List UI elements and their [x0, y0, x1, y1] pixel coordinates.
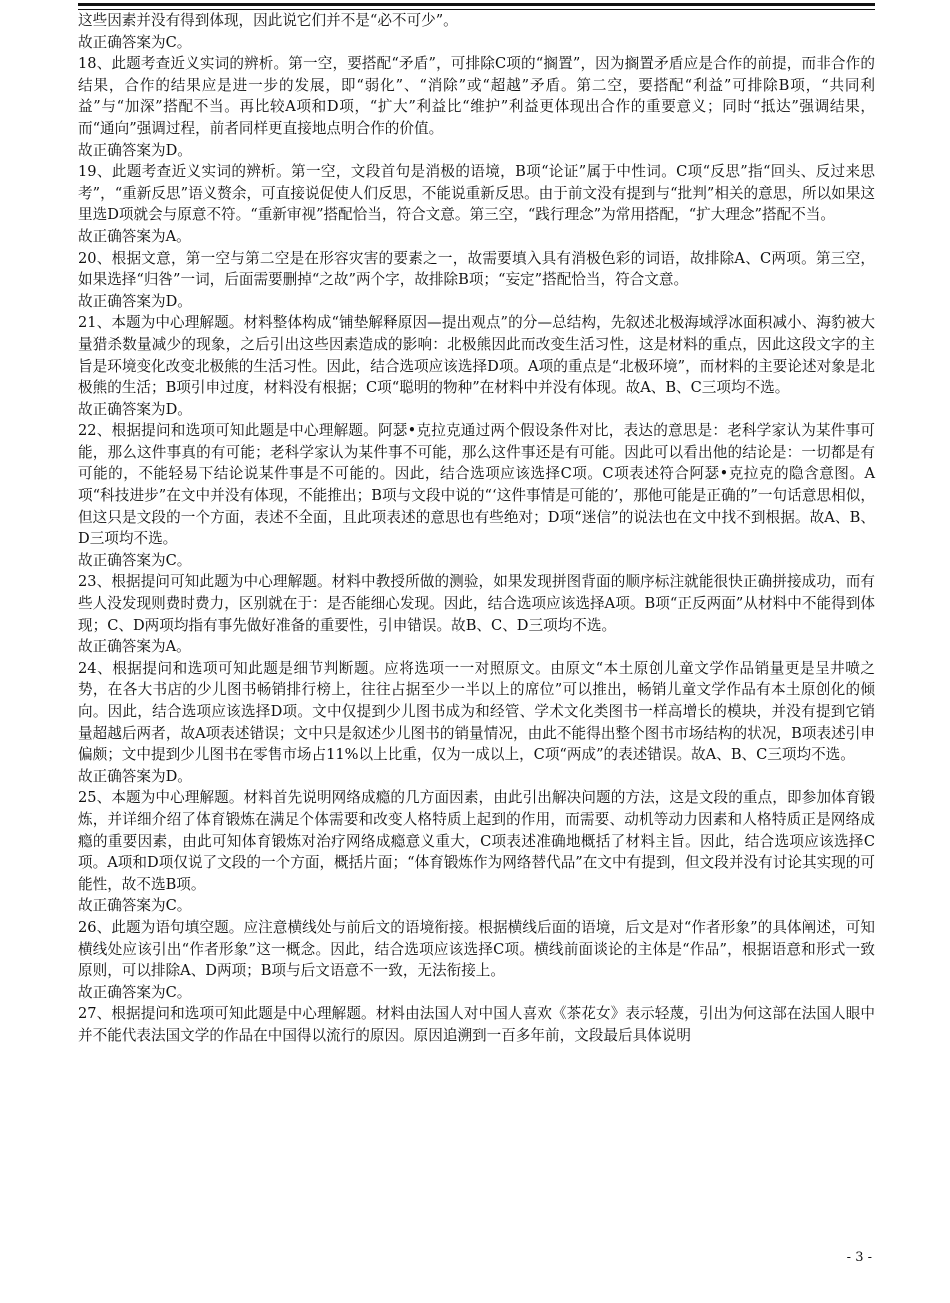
answer-line: 故正确答案为D。	[78, 141, 192, 159]
paragraph: 27、根据提问和选项可知此题是中心理解题。材料由法国人对中国人喜欢《茶花女》表示轻蔑，引出为何这部在法国人眼中并不能代表法国文学的作品在中国得以流行的原因。原因追溯到一百多年前，文段最后具体说明	[78, 1005, 875, 1044]
paragraph: 20、根据文意，第一空与第二空是在形容灾害的要素之一，故需要填入具有消极色彩的词语，故排除A、C两项。第三空，如果选择“归咎”一词，后面需要删掉“之故”两个字，故排除B项；“妄定”搭配恰当，符合文意。	[78, 249, 875, 289]
answer-line: 故正确答案为D。	[78, 292, 192, 310]
paragraph: 这些因素并没有得到体现，因此说它们并不是“必不可少”。	[78, 12, 458, 29]
answer-line: 故正确答案为A。	[78, 227, 191, 245]
paragraph: 21、本题为中心理解题。材料整体构成“铺垫解释原因—提出观点”的分—总结构，先叙述北极海域浮冰面积减小、海豹被大量猎杀数量减少的现象，之后引出这些因素造成的影响：北极熊因此而改变生活习性，这是材料的重点，因此这段文字的主旨是环境变化改变北极熊的生活习性。因此，结合选项应该选择D项。A项的重点是“北极环境”，而材料的主要论述对象是北极熊的生活；B项引申过度，材料没有根据；C项“聪明的物种”在材料中并没有体现。故A、B、C三项均不选。	[78, 314, 875, 397]
answer-line: 故正确答案为C。	[78, 551, 192, 569]
paragraph: 19、此题考查近义实词的辨析。第一空，文段首句是消极的语境，B项“论证”属于中性词。C项“反思”指“回头、反过来思考”，“重新反思”语义赘余，可直接说促使人们反思，不能说重新反思。由于前文没有提到与“批判”相关的意思，所以如果这里选D项就会与原意不符。“重新审视”搭配恰当，符合文意。第三空，“践行理念”为常用搭配，“扩大理念”搭配不当。	[78, 163, 875, 224]
answer-line: 故正确答案为C。	[78, 33, 192, 51]
paragraph: 26、此题为语句填空题。应注意横线处与前后文的语境衔接。根据横线后面的语境，后文是对“作者形象”的具体阐述，可知横线处应该引出“作者形象”这一概念。因此，结合选项应该选择C项。横线前面谈论的主体是“作品”，根据语意和形式一致原则，可以排除A、D两项；B项与后文语意不一致，无法衔接上。	[78, 918, 875, 980]
paragraph: 25、本题为中心理解题。材料首先说明网络成瘾的几方面因素，由此引出解决问题的方法，这是文段的重点，即参加体育锻炼，并详细介绍了体育锻炼在满足个体需要和改变人格特质上起到的作用，而需要、动机等动力因素和人格特质正是网络成瘾的重要因素，由此可知体育锻炼对治疗网络成瘾意义重大，C项表述准确地概括了材料主旨。因此，结合选项应该选择C项。A项和D项仅说了文段的一个方面，概括片面；“体育锻炼作为网络替代品”在文中有提到，但文段并没有讨论其实现的可能性，故不选B项。	[78, 789, 875, 893]
answer-line: 故正确答案为D。	[78, 767, 192, 785]
answer-line: 故正确答案为C。	[78, 983, 192, 1001]
answer-line: 故正确答案为A。	[78, 638, 191, 656]
paragraph: 18、此题考查近义实词的辨析。第一空，要搭配“矛盾”，可排除C项的“搁置”，因为搁置矛盾应是合作的前提，而非合作的结果，合作的结果应是进一步的发展，即“弱化”、“消除”或“超越”矛盾。第二空，要搭配“利益”可排除B项，“共同利益”与“加深”搭配不当。再比较A项和D项，“扩大”利益比“维护”利益更体现出合作的重要意义；同时“抵达”强调结果，而“通向”强调过程，前者同样更直接地点明合作的价值。	[78, 55, 875, 137]
header-rule-thick	[78, 3, 875, 6]
paragraph: 22、根据提问和选项可知此题是中心理解题。阿瑟•克拉克通过两个假设条件对比，表达的意思是：老科学家认为某件事可能，那么这件事真的有可能；老科学家认为某件事不可能，那么这件事还是有可能。因此可以看出他的结论是：一切都是有可能的，不能轻易下结论说某件事是不可能的。因此，结合选项应该选择C项。C项表述符合阿瑟•克拉克的隐含意图。A项“科技进步”在文中并没有体现，不能推出；B项与文段中说的“‘这件事情是可能的’，那他可能是正确的”一句话意思相似，但这只是文段的一个方面，表述不全面，且此项表述的意思也有些绝对；D项“迷信”的说法也在文中找不到根据。故A、B、D三项均不选。	[78, 422, 875, 548]
paragraph: 24、根据提问和选项可知此题是细节判断题。应将选项一一对照原文。由原文“本土原创儿童文学作品销量更是呈井喷之势，在各大书店的少儿图书畅销排行榜上，往往占据至少一半以上的席位”可以推出，畅销儿童文学作品有本土原创化的倾向。因此，结合选项应该选择D项。文中仅提到少儿图书成为和经管、学术文化类图书一样高增长的模块，并没有提到它销量超越后两者，故A项表述错误；文中只是叙述少儿图书的销量情况，由此不能得出整个图书市场结构的状况，B项表述引申偏颇；文中提到少儿图书在零售市场占11%以上比重，仅为一成以上，C项“两成”的表述错误。故A、B、C三项均不选。	[78, 659, 875, 764]
page-number: - 3 -	[846, 1250, 872, 1265]
answer-line: 故正确答案为D。	[78, 400, 192, 418]
paragraph: 23、根据提问可知此题为中心理解题。材料中教授所做的测验，如果发现拼图背面的顺序标注就能很快正确拼接成功，而有些人没发现则费时费力，区别就在于：是否能细心发现。因此，结合选项应该选择A项。B项“正反两面”从材料中不能得到体现；C、D两项均指有事先做好准备的重要性，引申错误。故B、C、D三项均不选。	[78, 573, 875, 634]
answer-explanations	[78, 10, 875, 1047]
answer-line: 故正确答案为C。	[78, 897, 192, 915]
